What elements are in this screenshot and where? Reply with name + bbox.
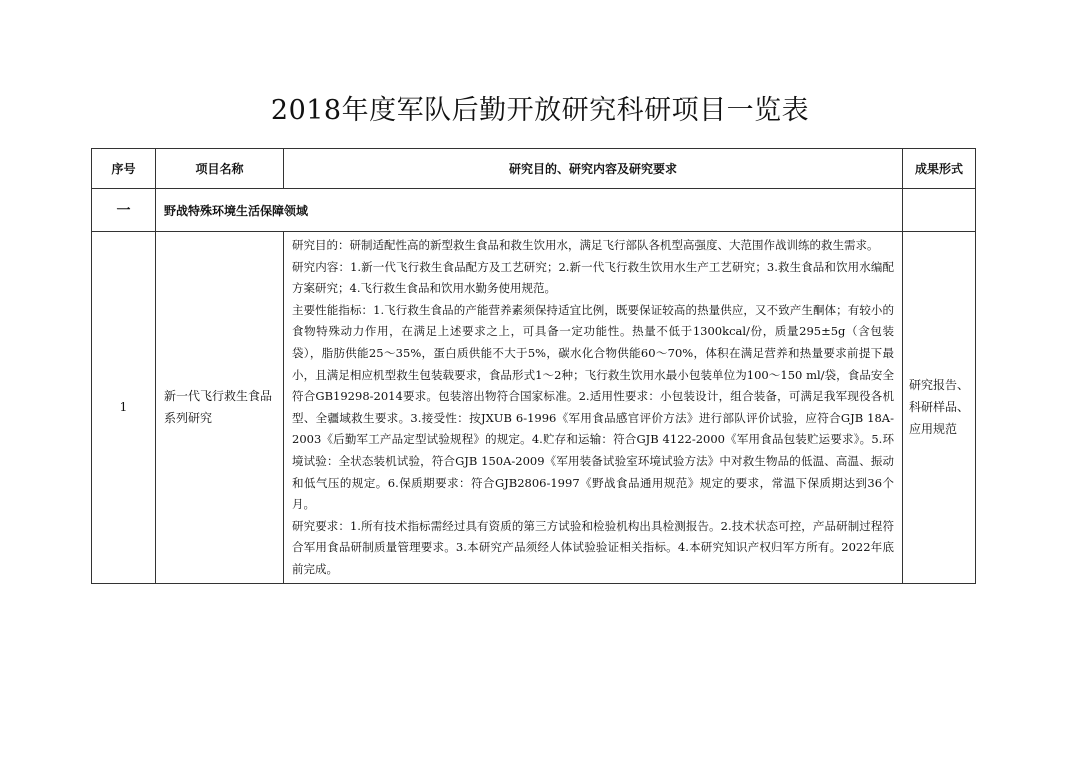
performance-paragraph: 主要性能指标：1.飞行救生食品的产能营养素须保持适宜比例，既要保证较高的热量供应，又不致产生酮体；有较小的食物特殊动力作用，在满足上述要求之上，可具备一定功能性。热量不低于1300kcal/份，质量295±5g（含包装袋），脂肪供能25～35%，蛋白质供能不大于5%，碳水化合物供能60～70%，体积在满足营养和热量要求前提下最小，且满足相应机型救生包装载要求，食品形式1～2种；飞行救生饮用水最小包装单位为100～150 ml/袋，食品安全符合GB19298-2014要求。包装溶出物符合国家标准。2.适用性要求：小包装设计，组合装备，可满足我军现役各机型、全疆域救生要求。3.接受性：按JXUB 6-1996《军用食品感官评价方法》进行部队评价试验，应符合GJB 18A-2003《后勤军工产品定型试验规程》的规定。4.贮存和运输：符合GJB 4122-2000《军用食品包装贮运要求》。5.环境试验：全状态装机试验，符合GJB 150A-2009《军用装备试验室环境试验方法》中对救生物品的低温、高温、振动和低气压的规定。6.保质期要求：符合GJB2806-1997《野战食品通用规范》规定的要求，常温下保质期达到36个月。 [292, 302, 894, 512]
section-empty-cell [903, 189, 976, 232]
project-table [91, 148, 976, 584]
project-name: 新一代飞行救生食品系列研究 [156, 232, 284, 584]
header-content: 研究目的、研究内容及研究要求 [284, 149, 903, 189]
section-label: 野战特殊环境生活保障领域 [156, 189, 903, 232]
row-number: 1 [92, 232, 156, 584]
section-row [92, 189, 976, 232]
project-description [284, 232, 903, 584]
header-result: 成果形式 [903, 149, 976, 189]
requirements-paragraph: 研究要求：1.所有技术指标需经过具有资质的第三方试验和检验机构出具检测报告。2.技术状态可控，产品研制过程符合军用食品研制质量管理要求。3.本研究产品须经人体试验验证相关指标。4.本研究知识产权归军方所有。2022年底前完成。 [292, 518, 894, 576]
section-number: 一 [92, 189, 156, 232]
document-title: 2018年度军队后勤开放研究科研项目一览表 [270, 95, 810, 126]
result-form: 研究报告、科研样品、应用规范 [903, 232, 976, 584]
table-row [92, 232, 976, 584]
table-header-row [92, 149, 976, 189]
header-no: 序号 [92, 149, 156, 189]
header-name: 项目名称 [156, 149, 284, 189]
purpose-paragraph: 研究目的：研制适配性高的新型救生食品和救生饮用水，满足飞行部队各机型高强度、大范围作战训练的救生需求。 [292, 238, 879, 252]
content-paragraph: 研究内容：1.新一代飞行救生食品配方及工艺研究；2.新一代飞行救生饮用水生产工艺研究；3.救生食品和饮用水编配方案研究；4.飞行救生食品和饮用水勤务使用规范。 [292, 259, 894, 296]
